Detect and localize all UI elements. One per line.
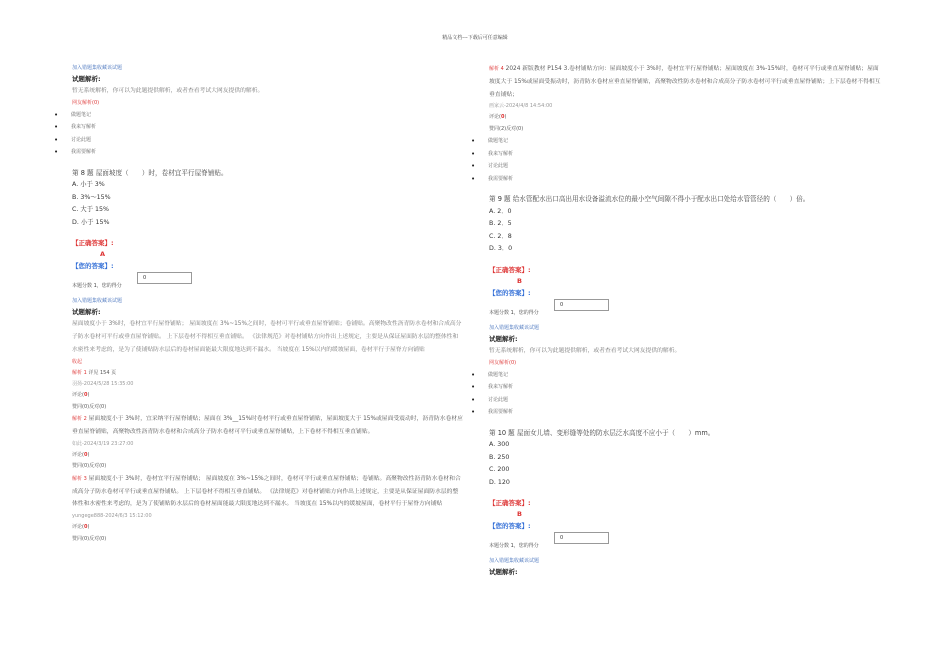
question-10: [489, 427, 881, 440]
score-input[interactable]: 0: [137, 272, 192, 284]
page-header: 精品文档---下载后可任意编辑: [442, 35, 508, 41]
action-list: [72, 109, 464, 159]
option-c[interactable]: C. 2．8: [489, 232, 512, 240]
comment-button[interactable]: 评论(0): [489, 114, 507, 121]
question-number: 第 10 题: [489, 428, 515, 437]
option-d[interactable]: D. 120: [489, 478, 510, 486]
correct-answer-label: 【正确答案】:: [489, 499, 531, 508]
comment-button[interactable]: 评论(0): [72, 392, 90, 399]
score-row: [489, 299, 881, 319]
score-input[interactable]: 0: [554, 299, 609, 311]
action-list: [489, 369, 881, 419]
question-stem: 屋面坡度（ ）时，卷材宜平行屋脊铺贴。: [95, 168, 228, 177]
option-d[interactable]: D. 小于 15%: [72, 218, 110, 226]
correct-answer-value: A: [100, 250, 106, 259]
right-column: [489, 63, 881, 578]
comment-meta: 如此-2024/3/19 23:27:00: [72, 440, 134, 447]
action-write-analysis[interactable]: • 我来写解析: [54, 121, 464, 134]
add-to-wrongbook-link[interactable]: 加入错题集收藏该试题: [489, 558, 540, 565]
action-need-analysis[interactable]: • 我需要解析: [471, 406, 881, 419]
analysis-title: 试题解析:: [72, 308, 101, 317]
correct-answer-value: B: [517, 510, 522, 519]
your-answer-label: 【您的答案】:: [489, 288, 531, 297]
action-need-analysis[interactable]: • 我需要解析: [54, 146, 464, 159]
question-8: [72, 167, 464, 180]
action-list: [489, 135, 881, 185]
add-to-wrongbook-link[interactable]: 加入错题集收藏该试题: [489, 324, 540, 331]
correct-answer-label: 【正确答案】:: [489, 265, 531, 274]
collapse-link[interactable]: 收起: [72, 358, 83, 365]
net-analysis-link[interactable]: 网友解析(0): [489, 359, 517, 366]
question-number: 第 8 题: [72, 168, 94, 177]
option-a[interactable]: A. 300: [489, 441, 510, 449]
your-answer-label: 【您的答案】:: [489, 522, 531, 531]
add-to-wrongbook-link[interactable]: 加入错题集收藏该试题: [72, 298, 123, 305]
comment-text: 2024 新版教材 P154 3.卷材铺贴方向：屋面坡度小于 3%时，卷材宜平行屋脊铺贴；屋面坡度在 3%-15%时，卷材可平行或垂直屋脊铺贴；屋面坡度大于 15%或屋面受振动时，沥青防水卷材应垂直屋脊铺贴，高聚物改性防水卷材和合成高分子防水卷材可平行或垂直屋脊铺贴；上下层卷材不得相互垂直铺贴；: [489, 66, 881, 98]
comment-3: [72, 473, 464, 511]
add-to-wrongbook-link[interactable]: 加入错题集收藏该试题: [72, 65, 123, 71]
analysis-title: 试题解析:: [489, 568, 518, 577]
option-b[interactable]: B. 250: [489, 453, 510, 461]
comment-text: 详见 154 页: [88, 369, 117, 376]
question-number: 第 9 题: [489, 195, 511, 204]
vote-button[interactable]: 赞同(2)反对(0): [489, 125, 524, 132]
option-c[interactable]: C. 大于 15%: [72, 206, 109, 214]
score-text: 本题分数 1，您的得分: [489, 309, 539, 316]
action-write-analysis[interactable]: • 我来写解析: [471, 148, 881, 161]
action-discuss[interactable]: • 讨论此题: [471, 394, 881, 407]
analysis-text: 暂无系统解析，你可以为此题提供解析，或者查看考试大网友提供的解析。: [72, 88, 264, 94]
score-input[interactable]: 0: [554, 532, 609, 544]
action-discuss[interactable]: • 讨论此题: [54, 134, 464, 147]
comment-title: 解析 1: [72, 369, 87, 376]
comment-title: 解析 4: [489, 66, 504, 72]
comment-button[interactable]: 评论(0): [72, 524, 90, 531]
question-9: [489, 193, 881, 206]
left-column: [72, 63, 464, 545]
analysis-title: 试题解析:: [489, 334, 518, 343]
comment-meta: yungege888-2024/6/3 15:12:00: [72, 513, 152, 520]
score-row: [72, 272, 464, 292]
comment-text: 屋面坡度小于 3%时，宜采纳平行屋脊铺贴；屋面在 3%__15%时卷材平行或垂直屋脊铺贴，屋面坡度大于 15%或屋面受震动时，沥青防水卷材应垂直屋脊铺贴，高聚物改性沥青防水卷材和合成高分子防水卷材可平行或垂直屋脊铺贴，上下卷材不得相互垂直铺贴。: [72, 416, 463, 435]
comment-meta: 羽扬-2024/5/28 15:35:00: [72, 381, 134, 388]
question-stem: 屋面女儿墙、变形缝等处的防水层泛水高度不应小于（ ）mm。: [516, 428, 715, 437]
comment-title: 解析 2: [72, 416, 87, 423]
action-notes[interactable]: • 做题笔记: [471, 135, 881, 148]
comment-button[interactable]: 评论(0): [72, 451, 90, 458]
net-analysis-link[interactable]: 网友解析(0): [72, 99, 100, 106]
option-b[interactable]: B. 3%～15%: [72, 193, 111, 201]
analysis-text: 屋面坡度小于 3%时，卷材宜平行屋脊铺贴； 屋面坡度在 3%~15%之间时，卷材可平行或垂直屋脊铺贴；卷铺贴。高聚物改性沥青防水卷材和合成高分子防水卷材可平行或垂直屋脊铺贴。 上下层卷材不得相互垂直铺贴。 《法律规范》对卷材铺贴方向作出上述规定，主要是从保证屋面防水层的整体性和水密性来考虑的，是为了使铺贴防水层后的卷材屋面能最大限度地达到不漏水。 当坡度在 15%以内的缓坡屋面，卷材平行于屋脊方向铺贴: [72, 321, 462, 353]
comment-1: [72, 368, 464, 380]
correct-answer-label: 【正确答案】:: [72, 239, 114, 248]
vote-button[interactable]: 赞同(0)反对(0): [72, 463, 107, 470]
comment-2: [72, 413, 464, 439]
action-write-analysis[interactable]: • 我来写解析: [471, 381, 881, 394]
analysis-text: 暂无系统解析，你可以为此题提供解析，或者查看考试大网友提供的解析。: [489, 347, 681, 354]
comment-4: [489, 63, 881, 101]
action-notes[interactable]: • 做题笔记: [54, 109, 464, 122]
correct-answer-value: B: [517, 276, 522, 285]
comment-title: 解析 3: [72, 475, 87, 482]
vote-button[interactable]: 赞同(0)反对(0): [72, 403, 107, 410]
score-row: [489, 532, 881, 552]
option-c[interactable]: C. 200: [489, 466, 510, 474]
option-b[interactable]: B. 2．5: [489, 220, 512, 228]
option-d[interactable]: D. 3．0: [489, 245, 513, 253]
action-discuss[interactable]: • 讨论此题: [471, 160, 881, 173]
option-a[interactable]: A. 小于 3%: [72, 181, 105, 189]
comment-meta: 画家云-2024/4/8 14:54:00: [489, 103, 553, 110]
your-answer-label: 【您的答案】:: [72, 262, 114, 271]
score-text: 本题分数 1，您的得分: [489, 543, 539, 550]
analysis-title: 试题解析:: [72, 75, 101, 83]
comment-text: 屋面坡度小于 3%时，卷材宜平行屋脊铺贴； 屋面坡度在 3%~15%之间时，卷材可平行或垂直屋脊铺贴；卷铺贴。高聚物改性沥青防水卷材和合成高分子防水卷材可平行或垂直屋脊铺贴。 上下层卷材不得相互垂直铺贴。 《法律规范》对卷材铺贴方向作出上述规定，主要是从保证屋面防水层的整体性和水密性来考虑的，是为了使铺贴防水层后的卷材屋面能最大限度地达到不漏水。 当坡度在 15%以内的缓坡屋面，卷材平行于屋脊方向铺贴: [72, 475, 461, 508]
option-a[interactable]: A. 2．0: [489, 207, 512, 215]
question-stem: 给水管配水出口高出用水设备溢流水位的最小空气间隙不得小于配水出口处给水管管径的（ ）倍。: [512, 195, 810, 204]
action-need-analysis[interactable]: • 我需要解析: [471, 173, 881, 186]
action-notes[interactable]: • 做题笔记: [471, 369, 881, 382]
score-text: 本题分数 1，您的得分: [72, 283, 122, 290]
vote-button[interactable]: 赞同(0)反对(0): [72, 535, 107, 542]
